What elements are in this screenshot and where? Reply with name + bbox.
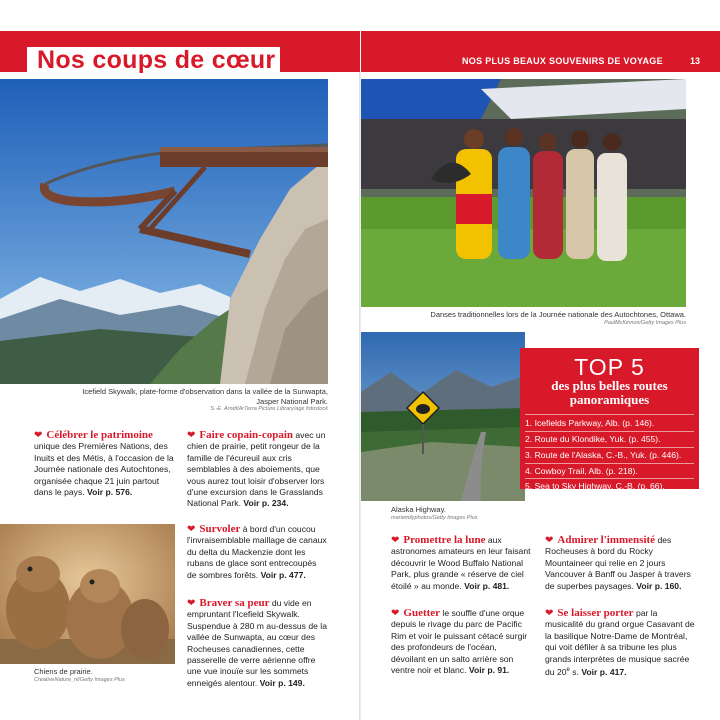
entry-text: par la musicalité du grand orgue Casavant de la basilique Notre-Dame de Montréal, qui voit défiler à sa tribune les plus grands interprètes de musique sacrée du 20	[545, 608, 695, 677]
entry-heading: Guetter	[403, 607, 441, 619]
top5-item: 1. Icefields Parkway, Alb. (p. 146).	[525, 418, 655, 428]
danses-credit: PaulMcKinnon/Getty Images Plus	[604, 320, 686, 326]
top5-separator	[525, 414, 694, 415]
heart-icon: ❤	[391, 535, 400, 546]
top5-box	[520, 348, 699, 489]
heart-icon: ❤	[187, 430, 196, 441]
top5-title: TOP 5	[574, 354, 645, 380]
entry-heading: Faire copain-copain	[199, 429, 293, 441]
top5-separator	[525, 463, 694, 464]
entry-voir: Voir p. 417.	[581, 666, 627, 677]
entry-voir: Voir p. 477.	[260, 569, 306, 580]
chiens-caption: Chiens de prairie.	[34, 667, 93, 676]
heart-icon: ❤	[545, 535, 554, 546]
entry-admirer	[545, 535, 695, 592]
skywalk-credit: S.-E. Arndt/ArTerra Picture Library/age fotostock	[210, 406, 328, 412]
entry-sup: e	[566, 667, 570, 674]
entry-survoler	[187, 524, 328, 581]
entry-porter	[545, 608, 695, 678]
heart-icon: ❤	[545, 608, 554, 619]
top5-item: 4. Cowboy Trail, Alb. (p. 218).	[525, 466, 638, 476]
danses-caption: Danses traditionnelles lors de la Journée nationale des Autochtones, Ottawa.	[430, 310, 686, 319]
skywalk-caption: Icefield Skywalk, plate-forme d'observation dans la vallée de la Sunwapta, Jasper National Park.	[82, 387, 328, 406]
entry-text: des Rocheuses à bord du Rocky Mountaineer qui relie en 2 jours Vancouver à Banff ou Jasper à travers de superbes paysages.	[545, 535, 691, 591]
entry-text: à bord d'un coucou l'invraisemblable maillage de canaux du delta du Mackenzie dont les rubans de glace sont entrecoupés de sombres forêts.	[187, 524, 327, 580]
entry-text: aux astronomes amateurs en leur faisant découvrir le Wood Buffalo National Park, plus grande « réserve de ciel étoilé » au monde.	[391, 535, 531, 591]
entry-braver	[187, 598, 328, 689]
alaska-caption: Alaska Highway.	[391, 505, 446, 514]
top5-subtitle: des plus belles routes panoramiques	[551, 378, 668, 407]
entry-lune	[391, 535, 532, 592]
page-title: Nos coups de cœur	[37, 46, 276, 74]
entry-text: du vide en empruntant l'Icefield Skywalk. Suspendue à 280 m au-dessus de la vallée de Sunwapta, au cœur des Rocheuses canadiennes, cette passerelle de verre aérienne offre une vue inouïe sur les sommets enneigés alentour.	[187, 598, 327, 688]
entry-heading: Célébrer le patrimoine	[46, 429, 153, 441]
alaska-photo	[361, 332, 525, 501]
entry-voir: Voir p. 481.	[464, 580, 510, 591]
entry-text: le souffle d'une orque depuis le rivage du parc de Pacific Rim et voir le puissant cétacé surgir des profondeurs de l'océan, dévoilant en un salto arrière son ventre noir et blanc.	[391, 608, 528, 676]
top5-item: 3. Route de l'Alaska, C.-B., Yuk. (p. 446).	[525, 450, 682, 460]
heart-icon: ❤	[391, 608, 400, 619]
entry-voir: Voir p. 91.	[468, 665, 510, 676]
entry-heading: Se laisser porter	[557, 607, 634, 619]
entry-guetter	[391, 608, 532, 676]
top5-separator	[525, 447, 694, 448]
entry-text: avec un chien de prairie, petit rongeur de la famille de l'écureuil aux cris semblables à des aboiements, que vous aurez tout loisir d'observer lors d'une excursion dans le Grasslands National Park.	[187, 430, 326, 509]
entry-copain	[187, 430, 328, 510]
entry-heading: Promettre la lune	[403, 534, 486, 546]
entry-heading: Survoler	[199, 523, 241, 535]
entry-voir: Voir p. 160.	[636, 580, 682, 591]
heart-icon: ❤	[187, 598, 196, 609]
heart-icon: ❤	[187, 524, 196, 535]
top5-item: 2. Route du Klondike, Yuk. (p. 455).	[525, 434, 661, 444]
running-title: NOS PLUS BEAUX SOUVENIRS DE VOYAGE	[462, 56, 663, 66]
top5-separator	[525, 431, 694, 432]
top5-item: 5. Sea to Sky Highway, C.-B. (p. 66).	[525, 481, 665, 491]
danses-photo	[361, 79, 686, 307]
page-number: 13	[690, 56, 701, 66]
entry-voir: Voir p. 234.	[243, 498, 289, 509]
chiens-photo	[0, 524, 175, 664]
alaska-credit: mariemilyphotos/Getty Images Plus	[391, 515, 478, 521]
top5-separator	[525, 478, 694, 479]
skywalk-photo	[0, 79, 328, 384]
entry-heading: Admirer l'immensité	[557, 534, 656, 546]
entry-heading: Braver sa peur	[199, 597, 270, 609]
entry-text: unique des Premières Nations, des Inuits et des Métis, à l'occasion de la Journée nationale des Autochtones, organisée chaque 21 juin partout dans le pays.	[34, 441, 174, 498]
entry-voir: Voir p. 149.	[259, 677, 305, 688]
entry-voir: Voir p. 576.	[87, 487, 133, 498]
heart-icon: ❤	[34, 430, 43, 441]
entry-celebrer	[34, 430, 175, 498]
entry-text-end: s.	[569, 666, 579, 677]
chiens-credit: CreativeNature_nl/Getty Images Plus	[34, 677, 125, 683]
